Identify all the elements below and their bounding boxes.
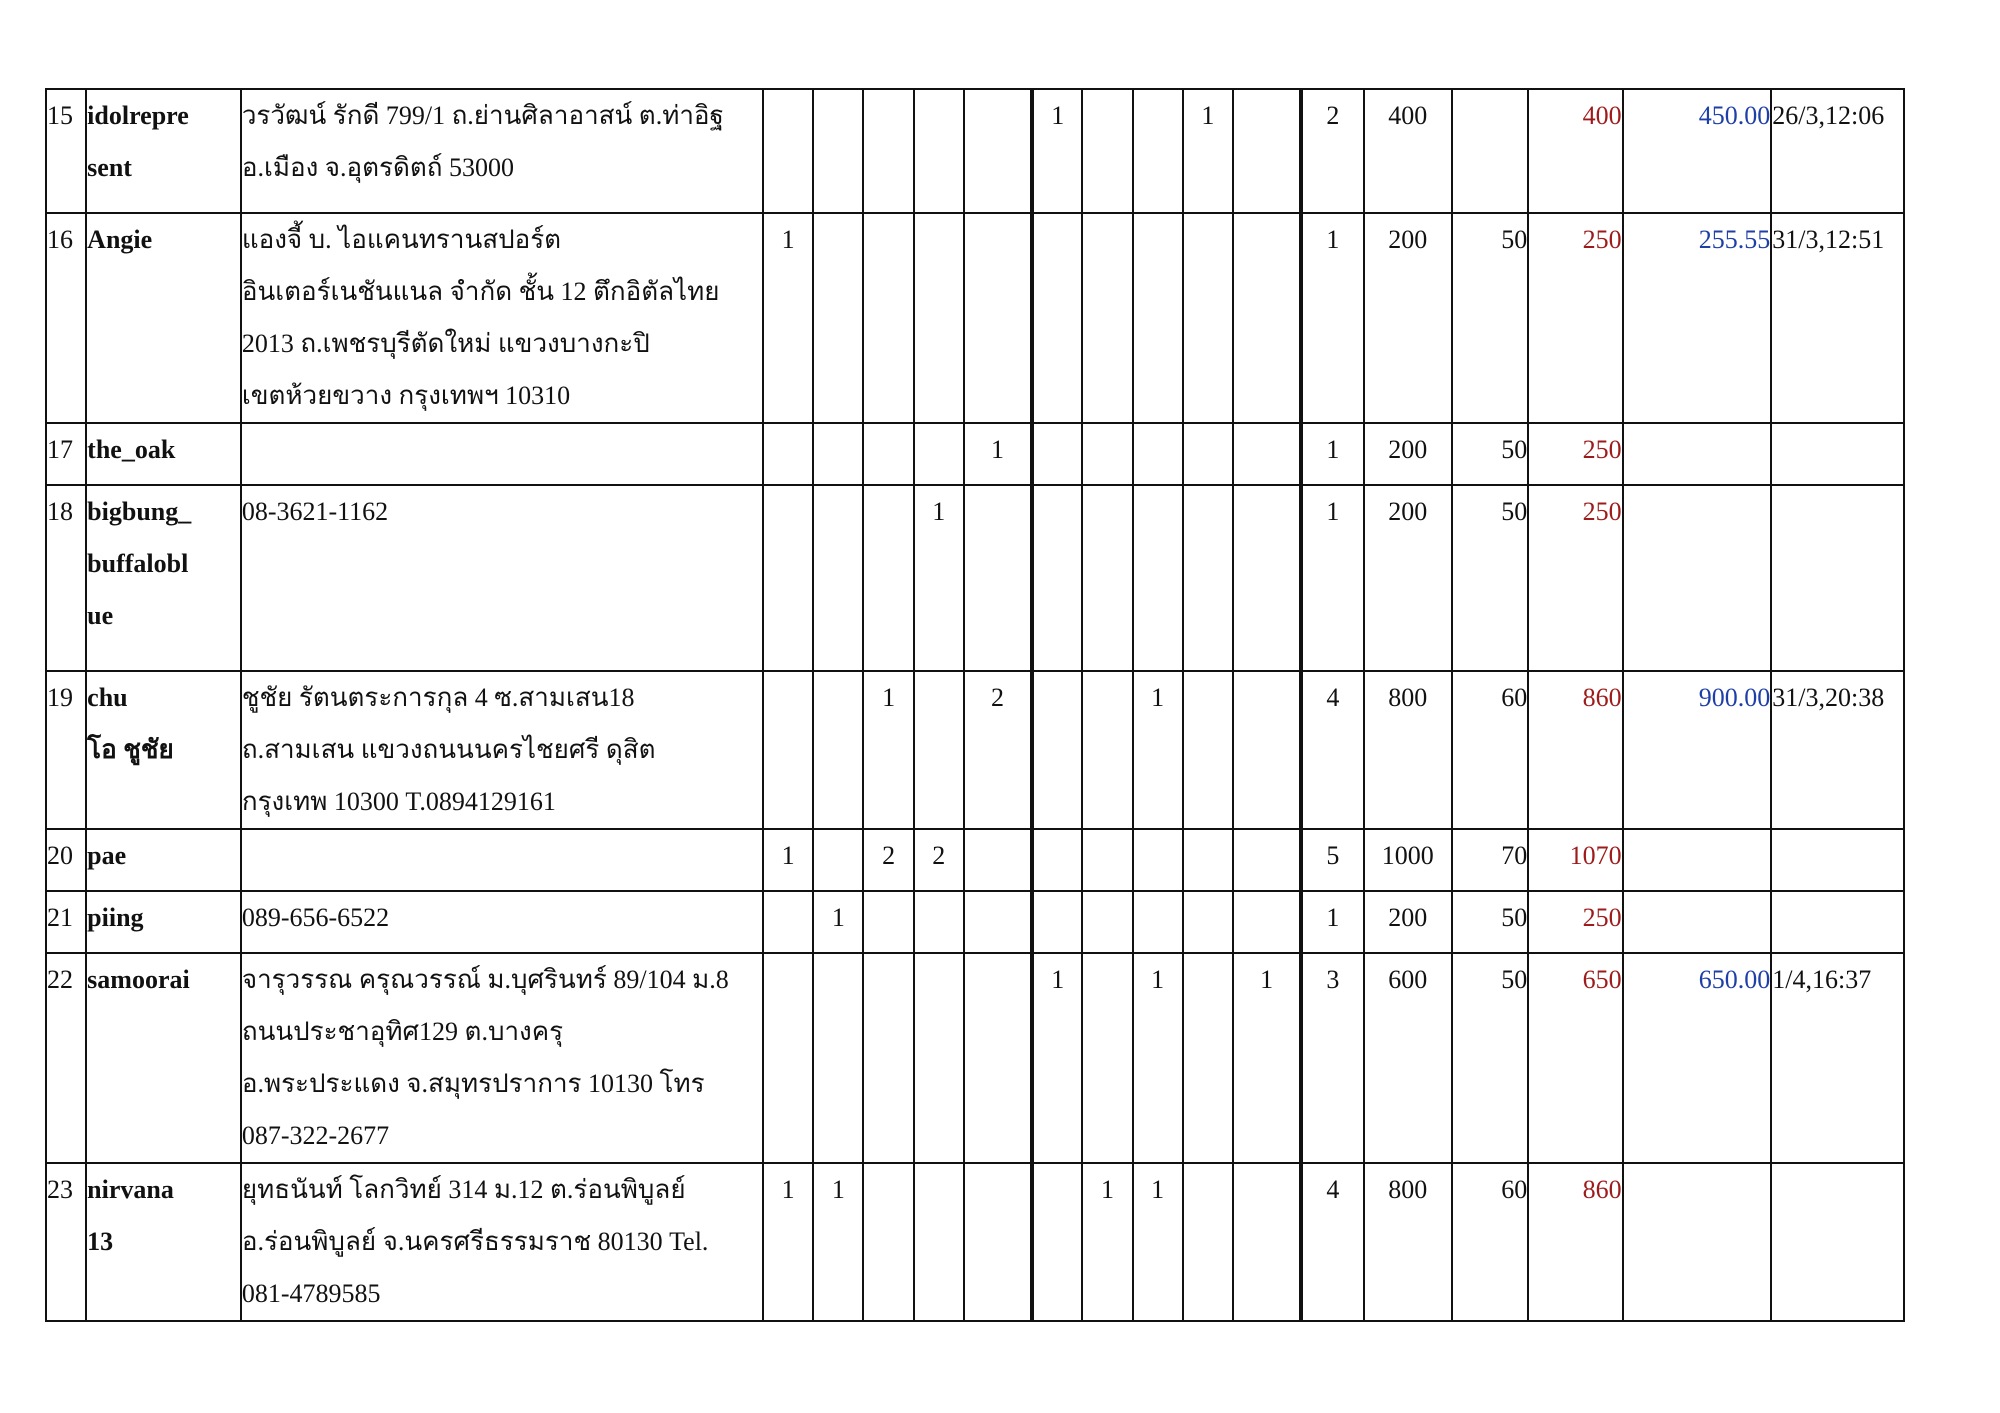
price-cell: 1000	[1364, 829, 1452, 891]
username-cell	[86, 891, 241, 953]
quantity-cell	[1183, 423, 1233, 485]
username-cell	[86, 485, 241, 671]
address-line: ถ.สามเสน แขวงถนนนครไชยศรี ดุสิต	[241, 735, 656, 764]
paid-amount-cell: 450.00	[1623, 89, 1772, 213]
shipping-cell: 50	[1452, 423, 1528, 485]
username-cell	[86, 671, 241, 829]
table-row	[46, 953, 1904, 1163]
quantity-cell	[813, 213, 863, 423]
quantity-cell	[964, 1163, 1032, 1321]
quantity-cell	[914, 1163, 964, 1321]
username-line: nirvana	[87, 1175, 174, 1204]
quantity-cell	[1082, 89, 1132, 213]
quantity-cell	[1183, 485, 1233, 671]
quantity-cell	[1133, 423, 1183, 485]
address-line: แองจี้ บ. ไอแคนทรานสปอร์ต	[241, 225, 562, 254]
table-row	[46, 1163, 1904, 1321]
shipping-cell: 50	[1452, 485, 1528, 671]
total-cell: 250	[1528, 485, 1622, 671]
table-row	[46, 891, 1904, 953]
quantity-cell	[1133, 829, 1183, 891]
item-count-cell: 2	[1301, 89, 1363, 213]
username-cell	[86, 89, 241, 213]
quantity-cell	[763, 89, 813, 213]
address-line: กรุงเทพ 10300 T.0894129161	[241, 787, 556, 816]
quantity-cell	[964, 953, 1032, 1163]
address-cell	[241, 485, 763, 671]
paid-amount-cell	[1623, 485, 1772, 671]
quantity-cell: 2	[914, 829, 964, 891]
quantity-cell	[1133, 213, 1183, 423]
quantity-cell	[964, 891, 1032, 953]
quantity-cell: 1	[813, 891, 863, 953]
address-line: อ.เมือง จ.อุตรดิตถ์ 53000	[241, 153, 514, 182]
quantity-cell	[1233, 485, 1301, 671]
quantity-cell	[863, 423, 913, 485]
address-cell	[241, 1163, 763, 1321]
row-number-cell: 23	[46, 1163, 86, 1321]
paid-amount-cell	[1623, 829, 1772, 891]
quantity-cell	[1032, 423, 1082, 485]
total-cell: 650	[1528, 953, 1622, 1163]
address-cell	[241, 829, 763, 891]
quantity-cell	[914, 89, 964, 213]
total-cell: 860	[1528, 671, 1622, 829]
address-line: ยุทธนันท์ โลกวิทย์ 314 ม.12 ต.ร่อนพิบูลย์	[241, 1175, 686, 1204]
quantity-cell	[813, 89, 863, 213]
paid-amount-cell	[1623, 1163, 1772, 1321]
address-line: จารุวรรณ ครุณวรรณ์ ม.บุศรินทร์ 89/104 ม.8	[241, 965, 729, 994]
quantity-cell: 1	[813, 1163, 863, 1321]
username-line: sent	[87, 153, 132, 182]
quantity-cell	[763, 485, 813, 671]
quantity-cell	[763, 671, 813, 829]
paid-amount-cell: 255.55	[1623, 213, 1772, 423]
payment-time-cell	[1771, 485, 1904, 671]
quantity-cell	[914, 423, 964, 485]
table-row	[46, 485, 1904, 671]
row-number-cell: 16	[46, 213, 86, 423]
quantity-cell: 2	[964, 671, 1032, 829]
row-number-cell: 20	[46, 829, 86, 891]
item-count-cell: 4	[1301, 671, 1363, 829]
address-cell	[241, 213, 763, 423]
quantity-cell	[914, 953, 964, 1163]
quantity-cell	[1082, 829, 1132, 891]
quantity-cell	[813, 423, 863, 485]
shipping-cell: 60	[1452, 1163, 1528, 1321]
item-count-cell: 4	[1301, 1163, 1363, 1321]
quantity-cell	[1233, 213, 1301, 423]
quantity-cell	[1032, 1163, 1082, 1321]
table-row	[46, 423, 1904, 485]
quantity-cell: 1	[1032, 953, 1082, 1163]
quantity-cell	[1233, 1163, 1301, 1321]
quantity-cell: 1	[1032, 89, 1082, 213]
total-cell: 860	[1528, 1163, 1622, 1321]
username-cell	[86, 213, 241, 423]
payment-time-cell: 1/4,16:37	[1771, 953, 1904, 1163]
quantity-cell	[964, 485, 1032, 671]
item-count-cell: 5	[1301, 829, 1363, 891]
username-line: chu	[87, 683, 128, 712]
quantity-cell	[914, 671, 964, 829]
quantity-cell	[1183, 213, 1233, 423]
payment-time-cell	[1771, 829, 1904, 891]
quantity-cell	[763, 891, 813, 953]
quantity-cell: 1	[1133, 1163, 1183, 1321]
payment-time-cell	[1771, 1163, 1904, 1321]
address-cell	[241, 891, 763, 953]
username-line: idolrepre	[87, 101, 189, 130]
quantity-cell	[1133, 485, 1183, 671]
quantity-cell	[1032, 213, 1082, 423]
quantity-cell	[964, 829, 1032, 891]
price-cell: 200	[1364, 891, 1452, 953]
quantity-cell	[964, 89, 1032, 213]
quantity-cell	[1082, 423, 1132, 485]
quantity-cell	[863, 89, 913, 213]
quantity-cell	[1183, 829, 1233, 891]
username-line: 13	[87, 1227, 114, 1256]
orders-table	[45, 88, 1905, 1322]
row-number-cell: 22	[46, 953, 86, 1163]
shipping-cell: 50	[1452, 953, 1528, 1163]
quantity-cell: 1	[763, 829, 813, 891]
quantity-cell: 1	[863, 671, 913, 829]
price-cell: 200	[1364, 213, 1452, 423]
username-cell	[86, 953, 241, 1163]
total-cell: 1070	[1528, 829, 1622, 891]
quantity-cell	[1082, 953, 1132, 1163]
table-row	[46, 829, 1904, 891]
shipping-cell: 50	[1452, 891, 1528, 953]
row-number-cell: 15	[46, 89, 86, 213]
payment-time-cell: 31/3,12:51	[1771, 213, 1904, 423]
username-line: samoorai	[87, 965, 190, 994]
quantity-cell	[1082, 671, 1132, 829]
address-line: 081-4789585	[241, 1279, 381, 1308]
quantity-cell	[763, 423, 813, 485]
total-cell: 400	[1528, 89, 1622, 213]
address-line: อินเตอร์เนชันแนล จำกัด ชั้น 12 ตึกอิตัลไทย	[241, 277, 720, 306]
row-number-cell: 21	[46, 891, 86, 953]
address-cell	[241, 671, 763, 829]
paid-amount-cell: 650.00	[1623, 953, 1772, 1163]
quantity-cell	[1233, 671, 1301, 829]
quantity-cell	[1233, 423, 1301, 485]
quantity-cell	[1183, 891, 1233, 953]
address-line: วรวัฒน์ รักดี 799/1 ถ.ย่านศิลาอาสน์ ต.ท่าอิฐ	[241, 101, 724, 130]
address-line: 2013 ถ.เพชรบุรีตัดใหม่ แขวงบางกะปิ	[241, 329, 650, 358]
item-count-cell: 1	[1301, 891, 1363, 953]
address-line: 087-322-2677	[241, 1121, 390, 1150]
username-line: buffalobl	[87, 549, 189, 578]
username-line: Angie	[87, 225, 153, 254]
quantity-cell	[914, 213, 964, 423]
quantity-cell	[863, 485, 913, 671]
price-cell: 600	[1364, 953, 1452, 1163]
price-cell: 400	[1364, 89, 1452, 213]
address-cell	[241, 89, 763, 213]
quantity-cell: 1	[1082, 1163, 1132, 1321]
username-line: ue	[87, 601, 114, 630]
quantity-cell	[813, 953, 863, 1163]
shipping-cell: 60	[1452, 671, 1528, 829]
quantity-cell	[1082, 891, 1132, 953]
address-line: เขตห้วยขวาง กรุงเทพฯ 10310	[241, 381, 571, 410]
shipping-cell: 70	[1452, 829, 1528, 891]
table-row	[46, 89, 1904, 213]
quantity-cell	[1183, 953, 1233, 1163]
quantity-cell	[813, 671, 863, 829]
item-count-cell: 3	[1301, 953, 1363, 1163]
quantity-cell: 1	[964, 423, 1032, 485]
paid-amount-cell	[1623, 891, 1772, 953]
quantity-cell	[1032, 829, 1082, 891]
quantity-cell	[863, 1163, 913, 1321]
item-count-cell: 1	[1301, 423, 1363, 485]
quantity-cell	[863, 953, 913, 1163]
paid-amount-cell: 900.00	[1623, 671, 1772, 829]
quantity-cell	[863, 891, 913, 953]
quantity-cell	[964, 213, 1032, 423]
row-number-cell: 18	[46, 485, 86, 671]
quantity-cell	[1133, 89, 1183, 213]
table-row	[46, 213, 1904, 423]
shipping-cell	[1452, 89, 1528, 213]
quantity-cell	[1032, 485, 1082, 671]
quantity-cell: 1	[1133, 671, 1183, 829]
username-cell	[86, 423, 241, 485]
username-line: bigbung_	[87, 497, 192, 526]
address-line: ชูชัย รัตนตระการกุล 4 ซ.สามเสน18	[241, 683, 635, 712]
quantity-cell	[1233, 891, 1301, 953]
quantity-cell	[813, 829, 863, 891]
quantity-cell: 1	[1183, 89, 1233, 213]
username-cell	[86, 1163, 241, 1321]
shipping-cell: 50	[1452, 213, 1528, 423]
payment-time-cell: 31/3,20:38	[1771, 671, 1904, 829]
row-number-cell: 19	[46, 671, 86, 829]
username-cell	[86, 829, 241, 891]
username-line: piing	[87, 903, 144, 932]
quantity-cell	[763, 953, 813, 1163]
total-cell: 250	[1528, 423, 1622, 485]
payment-time-cell: 26/3,12:06	[1771, 89, 1904, 213]
quantity-cell	[1233, 829, 1301, 891]
address-line: อ.พระประแดง จ.สมุทรปราการ 10130 โทร	[241, 1069, 705, 1098]
quantity-cell: 2	[863, 829, 913, 891]
address-line: ถนนประชาอุทิศ129 ต.บางครุ	[241, 1017, 564, 1046]
quantity-cell	[1183, 1163, 1233, 1321]
username-line: โอ ชูชัย	[87, 735, 174, 764]
quantity-cell	[1183, 671, 1233, 829]
item-count-cell: 1	[1301, 485, 1363, 671]
quantity-cell	[1233, 89, 1301, 213]
address-line: 089-656-6522	[241, 903, 390, 932]
price-cell: 800	[1364, 671, 1452, 829]
quantity-cell: 1	[1233, 953, 1301, 1163]
payment-time-cell	[1771, 423, 1904, 485]
quantity-cell	[863, 213, 913, 423]
paid-amount-cell	[1623, 423, 1772, 485]
address-cell	[241, 953, 763, 1163]
quantity-cell	[1133, 891, 1183, 953]
row-number-cell: 17	[46, 423, 86, 485]
price-cell: 800	[1364, 1163, 1452, 1321]
username-line: pae	[87, 841, 127, 870]
quantity-cell	[1082, 485, 1132, 671]
quantity-cell: 1	[914, 485, 964, 671]
price-cell: 200	[1364, 485, 1452, 671]
total-cell: 250	[1528, 891, 1622, 953]
payment-time-cell	[1771, 891, 1904, 953]
quantity-cell: 1	[763, 1163, 813, 1321]
address-line: อ.ร่อนพิบูลย์ จ.นครศรีธรรมราช 80130 Tel.	[241, 1227, 709, 1256]
quantity-cell	[1082, 213, 1132, 423]
quantity-cell	[1032, 671, 1082, 829]
address-line: 08-3621-1162	[241, 497, 389, 526]
quantity-cell: 1	[763, 213, 813, 423]
item-count-cell: 1	[1301, 213, 1363, 423]
total-cell: 250	[1528, 213, 1622, 423]
username-line: the_oak	[87, 435, 176, 464]
address-cell	[241, 423, 763, 485]
quantity-cell: 1	[1133, 953, 1183, 1163]
table-row	[46, 671, 1904, 829]
quantity-cell	[813, 485, 863, 671]
price-cell: 200	[1364, 423, 1452, 485]
quantity-cell	[1032, 891, 1082, 953]
quantity-cell	[914, 891, 964, 953]
